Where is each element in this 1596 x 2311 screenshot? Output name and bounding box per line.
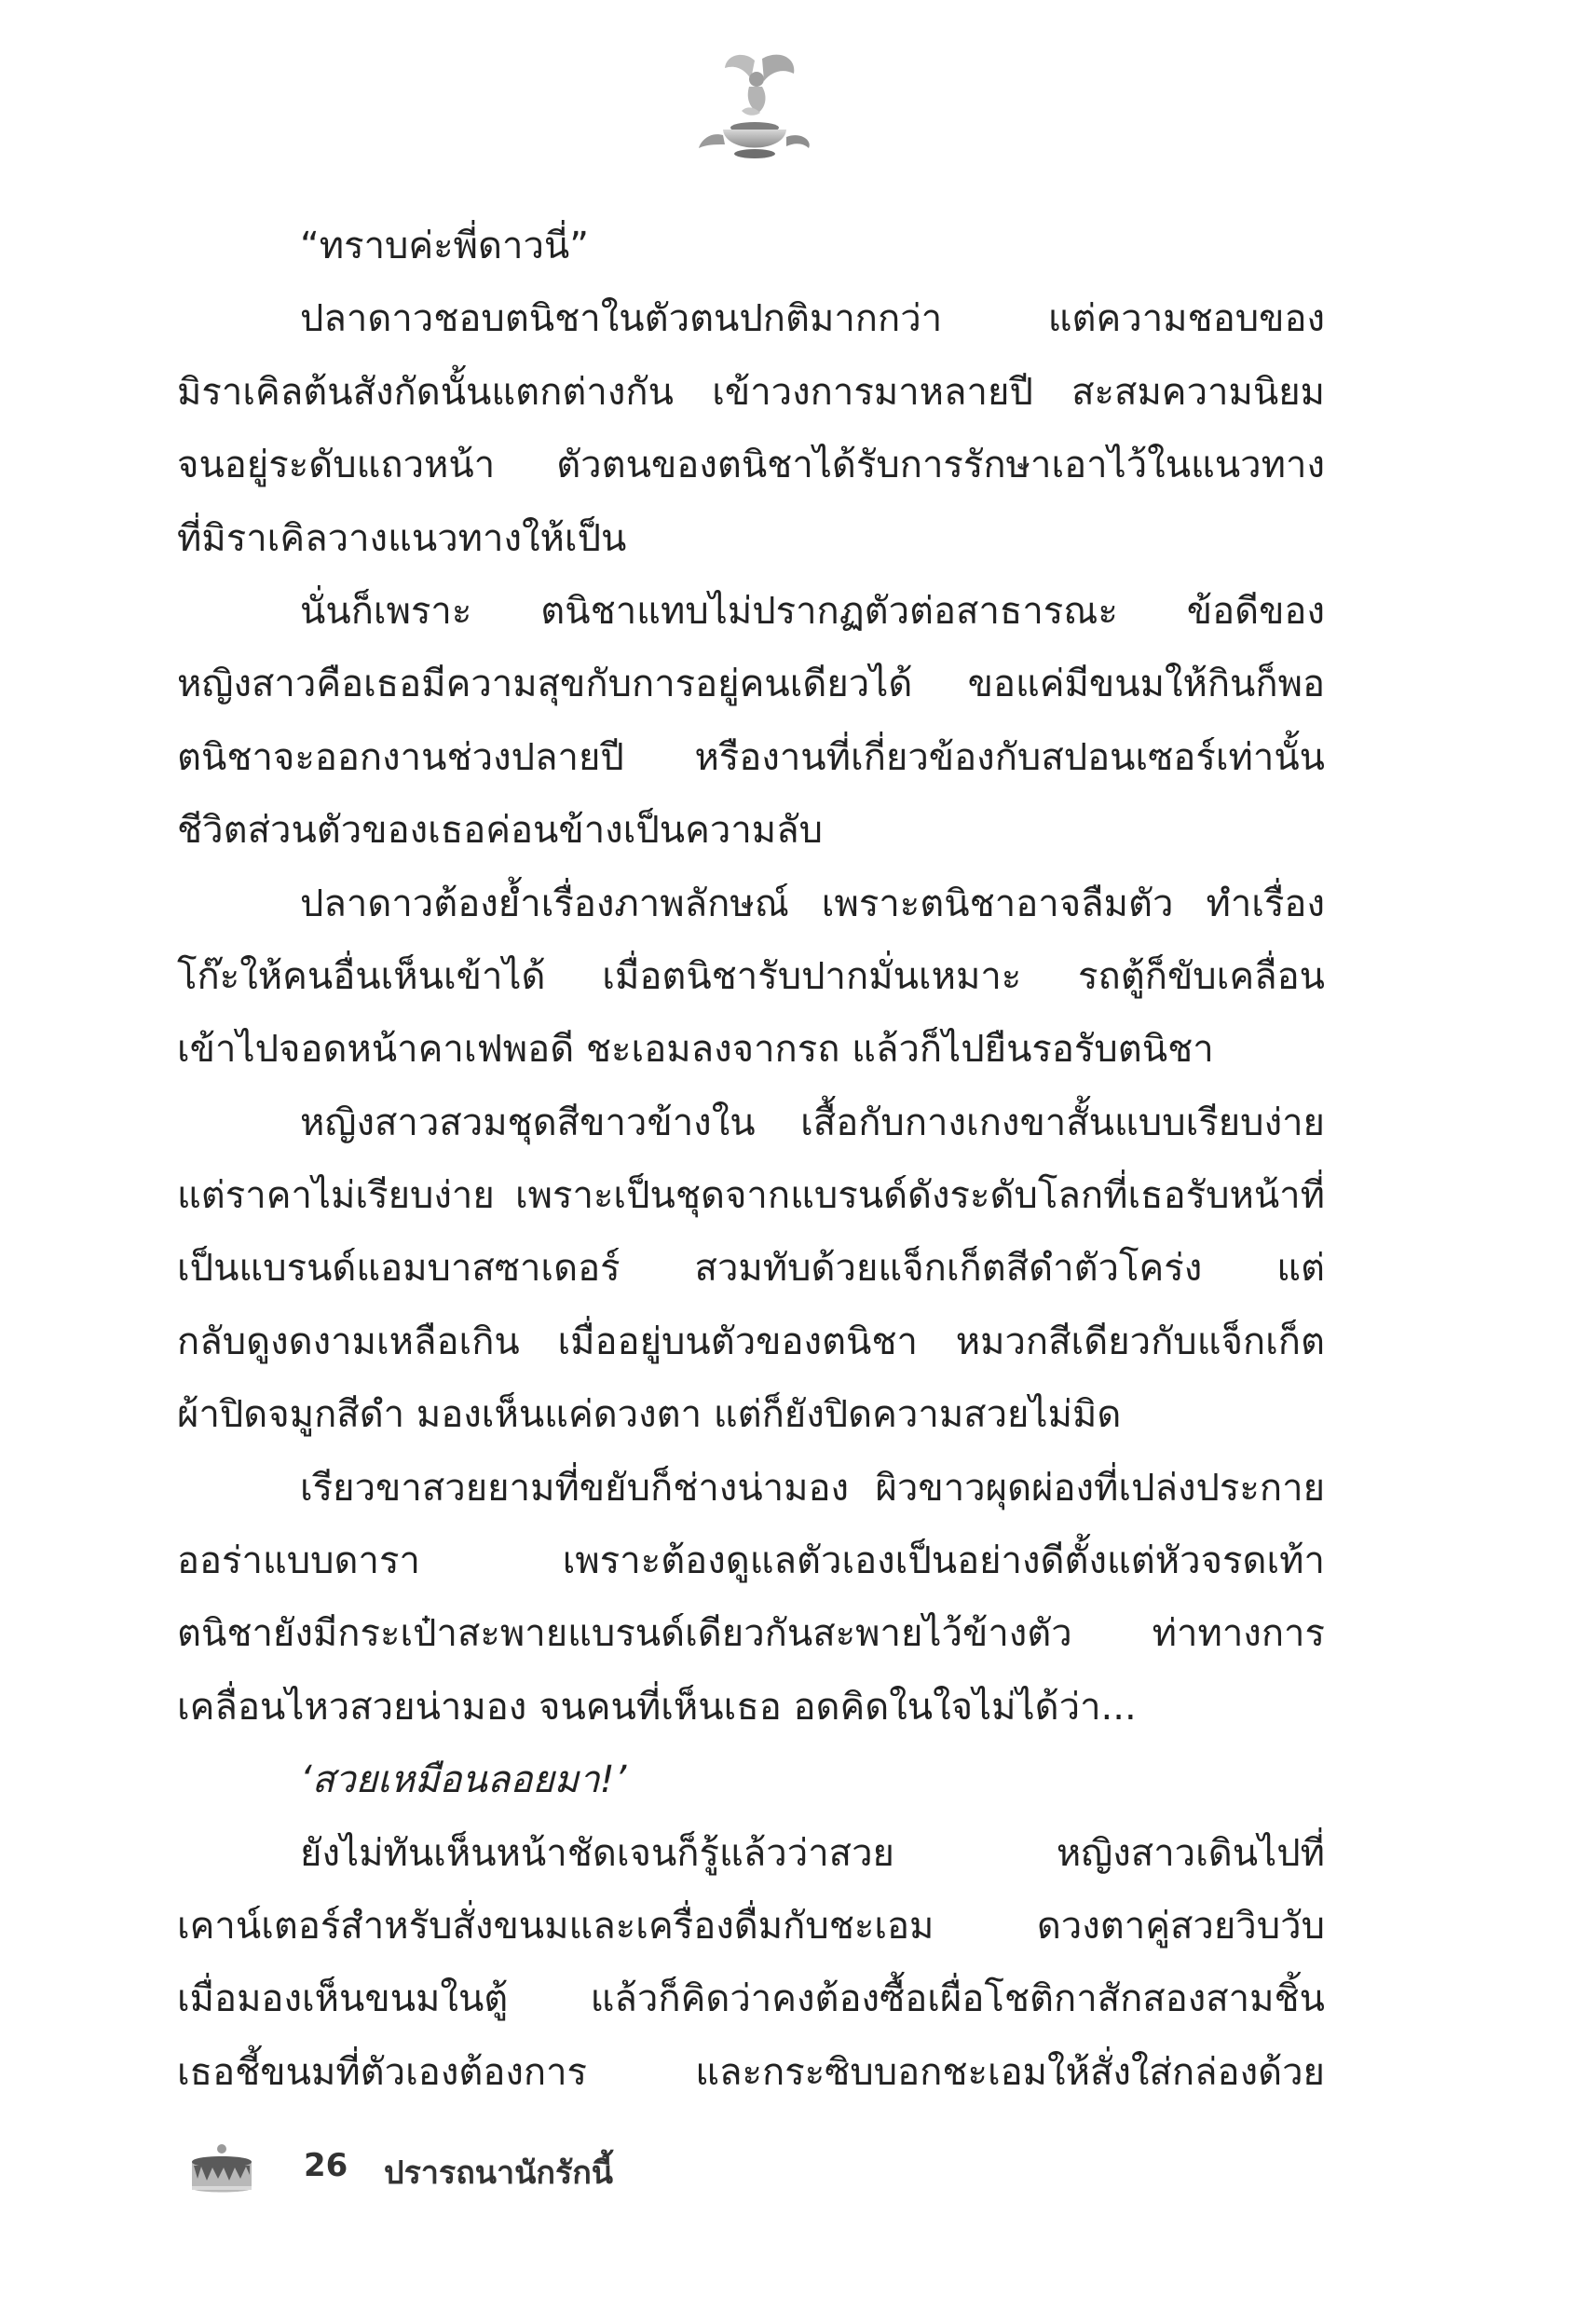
text-line: มิราเคิลต้นสังกัดนั้นแตกต่างกัน เข้าวงการมาหลายปี สะสมความนิยม: [177, 370, 1325, 414]
text-line: แต่ราคาไม่เรียบง่าย เพราะเป็นชุดจากแบรนด์ดังระดับโลกที่เธอรับหน้าที่: [177, 1174, 1325, 1218]
text-line: ยังไม่ทันเห็นหน้าชัดเจนก็รู้แล้วว่าสวย หญิงสาวเดินไปที่: [300, 1831, 1325, 1875]
page-footer: [184, 2141, 837, 2197]
text-line: นั่นก็เพราะ ตนิชาแทบไม่ปรากฏตัวต่อสาธารณะ ข้อดีของ: [300, 589, 1325, 633]
text-line: กลับดูงดงามเหลือเกิน เมื่ออยู่บนตัวของตนิชา หมวกสีเดียวกับแจ็กเก็ต: [177, 1320, 1325, 1363]
text-line: ปลาดาวต้องย้ำเรื่องภาพลักษณ์ เพราะตนิชาอาจลืมตัว ทำเรื่อง: [300, 882, 1325, 925]
text-line: เรียวขาสวยยามที่ขยับก็ช่างน่ามอง ผิวขาวผุดผ่องที่เปล่งประกาย: [300, 1466, 1325, 1510]
text-line: ปลาดาวชอบตนิชาในตัวตนปกติมากกว่า แต่ความชอบของ: [300, 297, 1325, 341]
text-line: ผ้าปิดจมูกสีดำ มองเห็นแค่ดวงตา แต่ก็ยังปิดความสวยไม่มิด: [177, 1393, 1122, 1437]
text-line: เคลื่อนไหวสวยน่ามอง จนคนที่เห็นเธอ อดคิดในใจไม่ได้ว่า...: [177, 1685, 1137, 1729]
text-line: เข้าไปจอดหน้าคาเฟพอดี ชะเอมลงจากรถ แล้วก็ไปยืนรอรับตนิชา: [177, 1028, 1214, 1072]
text-line: ชีวิตส่วนตัวของเธอค่อนข้างเป็นความลับ: [177, 809, 824, 853]
text-line: ตนิชาจะออกงานช่วงปลายปี หรืองานที่เกี่ยวข้องกับสปอนเซอร์เท่านั้น: [177, 735, 1325, 779]
text-line: จนอยู่ระดับแถวหน้า ตัวตนของตนิชาได้รับการรักษาเอาไว้ในแนวทาง: [177, 444, 1325, 487]
page-number: 26: [304, 2147, 348, 2184]
book-title: ปรารถนานักรักนี้: [384, 2154, 614, 2192]
body-text: [177, 210, 1325, 2109]
text-line: “ทราบค่ะพี่ดาวนี่”: [300, 225, 589, 267]
text-line: เมื่อมองเห็นขนมในตู้ แล้วก็คิดว่าคงต้องซื้อเผื่อโชติกาสักสองสามชิ้น: [177, 1977, 1325, 2021]
text-line: โก๊ะให้คนอื่นเห็นเข้าได้ เมื่อตนิชารับปากมั่นเหมาะ รถตู้ก็ขับเคลื่อน: [177, 954, 1325, 998]
text-line: เคาน์เตอร์สำหรับสั่งขนมและเครื่องดื่มกับชะเอม ดวงตาคู่สวยวิบวับ: [177, 1904, 1325, 1948]
text-line: ที่มิราเคิลวางแนวทางให้เป็น: [177, 516, 627, 560]
text-line: ‘สวยเหมือนลอยมา!’: [300, 1758, 627, 1802]
text-line: ออร่าแบบดารา เพราะต้องดูแลตัวเองเป็นอย่างดีตั้งแต่หัวจรดเท้า: [177, 1539, 1325, 1583]
text-line: ตนิชายังมีกระเป๋าสะพายแบรนด์เดียวกันสะพายไว้ข้างตัว ท่าทางการ: [177, 1612, 1325, 1656]
text-line: หญิงสาวคือเธอมีความสุขกับการอยู่คนเดียวได้ ขอแค่มีขนมให้กินก็พอ: [177, 663, 1325, 706]
angel-teapot-icon: [689, 51, 820, 177]
text-line: หญิงสาวสวมชุดสีขาวข้างใน เสื้อกับกางเกงขาสั้นแบบเรียบง่าย: [300, 1101, 1325, 1144]
text-line: เป็นแบรนด์แอมบาสซาเดอร์ สวมทับด้วยแจ็กเก็ตสีดำตัวโคร่ง แต่: [177, 1247, 1325, 1291]
cake-icon: [184, 2141, 259, 2197]
text-line: เธอชี้ขนมที่ตัวเองต้องการ และกระซิบบอกชะเอมให้สั่งใส่กล่องด้วย: [177, 2050, 1325, 2094]
